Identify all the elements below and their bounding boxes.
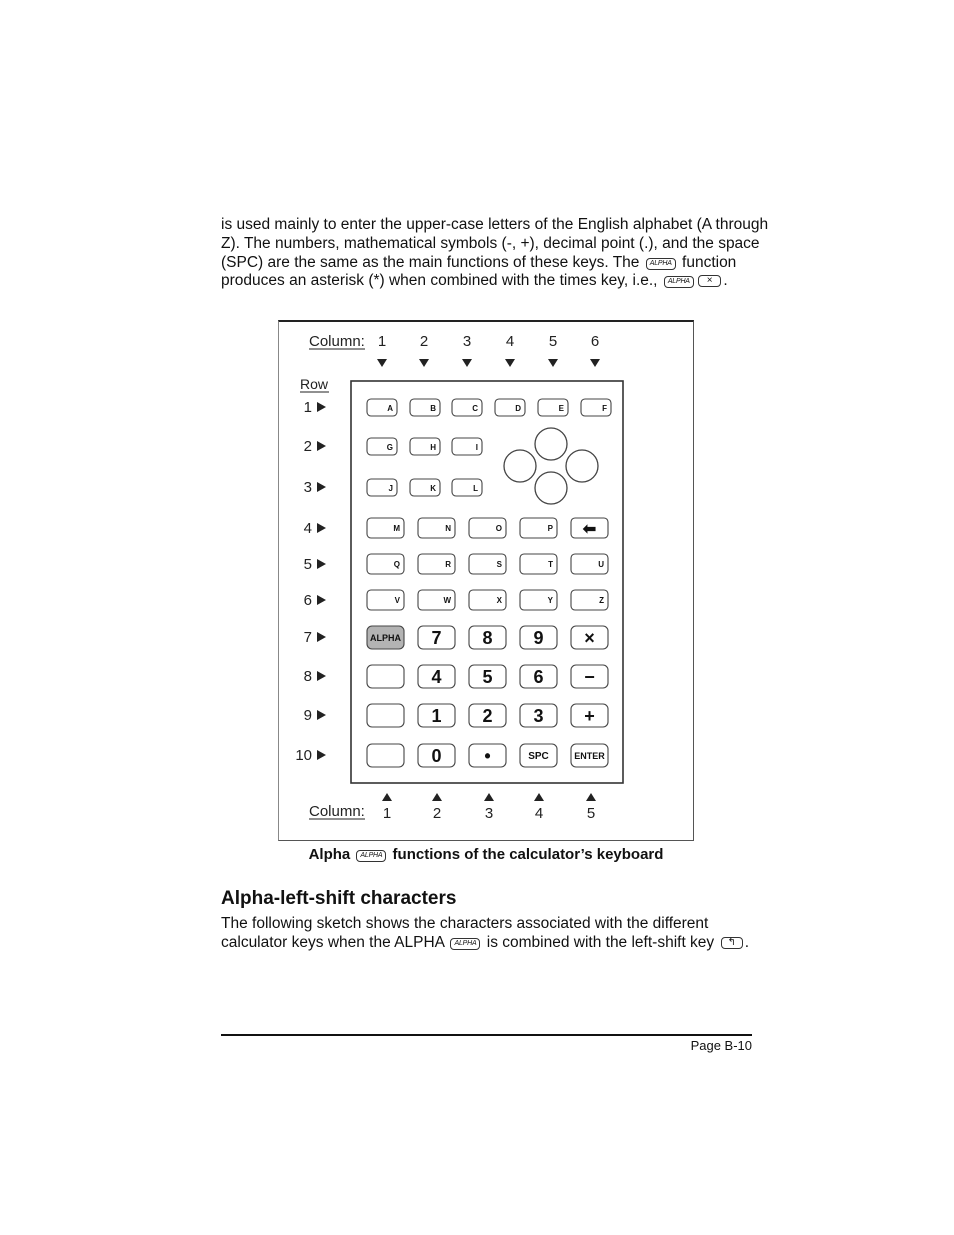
keyboard-diagram — [279, 322, 693, 840]
right-arrow-icon — [317, 595, 326, 605]
key-label: M — [393, 524, 400, 533]
key-label: 5 — [482, 667, 493, 687]
arrow-pad-key — [566, 450, 598, 482]
section-line-1: The following sketch shows the characters associated with the different — [221, 915, 709, 932]
key-label: ⬅ — [582, 521, 597, 538]
down-arrow-icon — [462, 359, 472, 367]
bottom-column-number: 5 — [586, 805, 596, 822]
key-label: B — [430, 404, 436, 413]
key-label: U — [598, 560, 604, 569]
row-number: 5 — [303, 556, 312, 573]
row-number: 8 — [303, 668, 312, 685]
row-number: 6 — [303, 592, 312, 609]
down-arrow-icon — [590, 359, 600, 367]
calculator-key — [367, 744, 404, 767]
intro-line-4-text: produces an asterisk (*) when combined with the times key, i.e., — [221, 272, 658, 290]
row-number: 7 — [303, 629, 312, 646]
key-label: SPC — [528, 751, 549, 762]
key-label: X — [496, 596, 502, 605]
right-arrow-icon — [317, 710, 326, 720]
column-label-bottom: Column: — [309, 803, 365, 820]
bottom-column-number: 2 — [432, 805, 442, 822]
right-arrow-icon — [317, 750, 326, 760]
row-number: 2 — [303, 438, 312, 455]
key-label: I — [475, 443, 478, 452]
intro-paragraph — [221, 216, 769, 291]
row-number: 9 — [303, 707, 312, 724]
key-label: C — [472, 404, 478, 413]
right-arrow-icon — [317, 671, 326, 681]
times-key-icon: × — [698, 275, 722, 287]
key-label: • — [484, 746, 491, 766]
key-label: V — [394, 596, 400, 605]
up-arrow-icon — [382, 793, 392, 801]
top-column-number: 4 — [505, 333, 515, 350]
key-label: Q — [393, 560, 400, 569]
bottom-column-number: 4 — [534, 805, 544, 822]
bottom-column-number: 1 — [382, 805, 392, 822]
key-label: 9 — [533, 628, 544, 648]
key-label: × — [584, 628, 595, 648]
intro-line-4 — [221, 272, 751, 291]
key-label: T — [548, 560, 553, 569]
caption-text: functions of the calculator’s keyboard — [392, 846, 664, 863]
key-label: Y — [547, 596, 553, 605]
key-label: P — [547, 524, 553, 533]
key-label: F — [602, 404, 607, 413]
section-line-2-mid: is combined with the left-shift key — [486, 933, 715, 951]
alpha-key-icon: ALPHA — [664, 276, 694, 288]
key-label: 4 — [431, 667, 442, 687]
key-label: O — [495, 524, 502, 533]
key-label: A — [387, 404, 393, 413]
right-arrow-icon — [317, 482, 326, 492]
top-column-number: 5 — [548, 333, 558, 350]
keyboard-figure — [278, 320, 694, 841]
arrow-pad-key — [504, 450, 536, 482]
section-line-2-text: calculator keys when the ALPHA — [221, 933, 445, 951]
row-number: 4 — [303, 520, 312, 537]
section-paragraph — [221, 915, 751, 953]
key-label: − — [584, 667, 595, 687]
alpha-key-icon: ALPHA — [646, 258, 676, 270]
key-label: N — [445, 524, 451, 533]
intro-line-4-end: . — [723, 272, 728, 290]
row-number: 10 — [295, 747, 312, 764]
intro-line-3-text: (SPC) are the same as the main functions of these keys. The — [221, 253, 640, 271]
key-label: E — [558, 404, 564, 413]
intro-line-3 — [221, 254, 751, 273]
alpha-key-icon: ALPHA — [356, 850, 386, 862]
up-arrow-icon — [432, 793, 442, 801]
bottom-column-number: 3 — [484, 805, 494, 822]
right-arrow-icon — [317, 559, 326, 569]
key-label: L — [473, 484, 478, 493]
top-column-number: 1 — [377, 333, 387, 350]
caption-alpha: Alpha — [308, 846, 351, 863]
down-arrow-icon — [419, 359, 429, 367]
top-column-number: 6 — [590, 333, 600, 350]
key-label: W — [443, 596, 451, 605]
key-label: + — [584, 706, 595, 726]
top-column-number: 2 — [419, 333, 429, 350]
key-label: H — [430, 443, 436, 452]
key-label: 2 — [482, 706, 493, 726]
column-label-top: Column: — [309, 333, 365, 350]
up-arrow-icon — [586, 793, 596, 801]
down-arrow-icon — [377, 359, 387, 367]
key-label: Z — [599, 596, 604, 605]
row-label: Row — [300, 376, 329, 392]
section-line-2 — [221, 934, 751, 953]
intro-line-1: is used mainly to enter the upper-case letters of the English alphabet (A through — [221, 216, 769, 233]
right-arrow-icon — [317, 523, 326, 533]
key-label: K — [430, 484, 436, 493]
down-arrow-icon — [505, 359, 515, 367]
key-label: ENTER — [574, 751, 605, 761]
row-number: 3 — [303, 479, 312, 496]
key-label: J — [388, 484, 393, 493]
key-label: 8 — [482, 628, 493, 648]
key-label: R — [445, 560, 451, 569]
key-label: ALPHA — [370, 633, 401, 643]
key-label: 7 — [431, 628, 442, 648]
calculator-key — [367, 665, 404, 688]
arrow-pad-key — [535, 428, 567, 460]
key-label: 0 — [431, 746, 442, 766]
section-line-2-end: . — [744, 933, 749, 951]
key-label: 3 — [533, 706, 544, 726]
top-column-number: 3 — [462, 333, 472, 350]
key-label: 1 — [431, 706, 442, 726]
key-label: D — [515, 404, 521, 413]
calculator-key — [367, 704, 404, 727]
arrow-pad-key — [535, 472, 567, 504]
key-label: S — [496, 560, 502, 569]
row-number: 1 — [303, 399, 312, 416]
intro-line-3-end: function — [682, 253, 737, 271]
intro-line-2: Z). The numbers, mathematical symbols (-, +), decimal point (.), and the space — [221, 234, 760, 252]
right-arrow-icon — [317, 402, 326, 412]
footer-rule — [221, 1034, 752, 1036]
right-arrow-icon — [317, 441, 326, 451]
left-shift-key-icon: ↰ — [721, 937, 743, 949]
figure-caption — [221, 846, 751, 863]
section-heading: Alpha-left-shift characters — [221, 888, 457, 909]
alpha-key-icon: ALPHA — [450, 938, 480, 950]
key-label: 6 — [533, 667, 544, 687]
up-arrow-icon — [534, 793, 544, 801]
up-arrow-icon — [484, 793, 494, 801]
right-arrow-icon — [317, 632, 326, 642]
page-number: Page B-10 — [690, 1038, 752, 1053]
down-arrow-icon — [548, 359, 558, 367]
key-label: G — [386, 443, 393, 452]
